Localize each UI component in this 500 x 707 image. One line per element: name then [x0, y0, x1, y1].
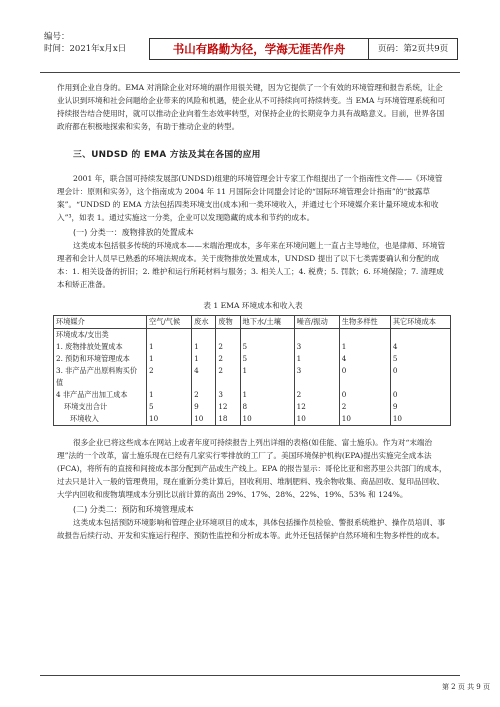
- cell: 5: [242, 342, 248, 351]
- table-row-labels: [54, 329, 147, 426]
- paragraph-after-table: 很多企业已将这些成本在网站上或者年度可持续报告上列出详细的表格(如佳能、富士施乐)。作为对“末端治理”法的一个改革，富士施乐现在已经有几家实行零排放的工厂了。美国环境保护机构(EPA)提出实施完全成本法(FCA)，将所有的直接和间接成本部分配到产品或生产线上。EPA 的报告显示：哥伦比亚和密苏里公共部门的成本，过去只是计入一般的管理费用，现在重新分类计算后，回收利用、堆制肥料、残余物收集、商品回收、复印品回收、大学内回收和废物填埋成本分别比以前计算的高出 29%、17%、28%、22%、19%、53% 和 124%。: [57, 438, 447, 499]
- cell: 2: [218, 342, 223, 351]
- paragraph-intro: 2001 年，联合国可持续发展部(UNDSD)组建的环境管理会计专家工作组提出了一个指南性文件——《环境管理会计：原则和实务》，这个指南成为 2004 年 11 月国际会计同盟会讨论的“国际环境管理会计指南”的“披露草案”。“UNDSD 的 EMA 方法包括四类环境支出(成本)和一类环境收入，并通过七个环境媒介来计量环境成本和收入”³，如表 1。通过实施这一分类，企业可以发现隐藏的成本和节约的成本。: [57, 174, 443, 222]
- table-header-cell: 废水: [192, 316, 216, 329]
- cell: 10: [194, 414, 204, 423]
- cell: 5: [149, 402, 154, 411]
- table-header-row: [54, 316, 451, 329]
- cell: 10: [341, 414, 351, 423]
- cell: 3: [296, 366, 302, 375]
- cell: 9: [392, 402, 398, 411]
- cell: 0: [341, 390, 347, 399]
- cell: 10: [296, 414, 306, 423]
- row-label: 3. 非产品产出原料购买价值: [56, 366, 138, 387]
- table-col-values: [147, 329, 192, 426]
- table-header-cell: 其它环境成本: [390, 316, 450, 329]
- cell: 2: [218, 366, 223, 375]
- ema-table: [53, 315, 451, 426]
- cell: 4: [341, 354, 347, 363]
- cell: 1: [341, 342, 347, 351]
- cell: 1: [296, 354, 302, 363]
- row-label: 4 非产品产出加工成本: [56, 390, 128, 399]
- subsection-text-2: 这类成本包括预防环境影响和管理企业环境项目的成本，具体包括操作员检验、警报系统维护、操作员培训、事故报告后续行动、开发和实施运行程序、预防性监控和分析成本等。此外还包括保护自然环境和生物多样性的成本。: [57, 518, 446, 540]
- cell: 10: [392, 414, 403, 423]
- table-body-block: [54, 329, 451, 426]
- cell: 1: [194, 354, 199, 363]
- page-footer: 第 2 页 共 9 页: [441, 683, 490, 691]
- doc-number-label: 编号：: [44, 32, 70, 42]
- table-col-values: [240, 329, 294, 426]
- row-label: 2. 预防和环境管理成本: [56, 354, 130, 363]
- subsection-heading-2: (二) 分类二：预防和环境管理成本: [73, 505, 194, 514]
- cell: 0: [341, 366, 347, 375]
- cell: 5: [392, 354, 398, 363]
- cell: 0: [392, 390, 398, 399]
- cell: 10: [149, 414, 159, 423]
- cell: 2: [218, 354, 223, 363]
- cell: 4: [392, 342, 398, 351]
- subsection-text-1: 这类成本包括很多传统的环境成本——末端治理成本，多年来在环境问题上一直占主导地位，也是律师、环境管理者和会计人员早已熟悉的环境法规成本。关于废物排放处置成本，UNDSD 提出了以下七类需要确认和分配的成本：1. 相关设备的折旧；2. 维护和运行所耗材料与服务；3. 相关人工；4. 税费；5. 罚款；6. 环境保险；7. 清理成本和矫正准备。: [57, 241, 446, 289]
- cell: 2: [296, 390, 302, 399]
- paragraph-top: 作用到企业自身的。EMA 对消除企业对环境的副作用很关键，因为它提供了一个有效的环境管理和报告系统，让企业认识到环境和社会问题给企业带来的风险和机遇，使企业从不可持续向可持续转变。当 EMA 与环境管理系统和可持续报告结合使用时，就可以推动企业向着生态效率转型，对保持企业的长期竞争力具有战略意义。目前，世界各国政府都在积极地探索和实务，有助于推动企业的转型。: [57, 83, 446, 131]
- cell: 12: [296, 402, 306, 411]
- cell: 4: [194, 366, 199, 375]
- cell: 2: [341, 402, 347, 411]
- table-col-values: [216, 329, 240, 426]
- document-body: [57, 81, 449, 542]
- footer-divider: [40, 675, 460, 676]
- cell: 1: [149, 354, 154, 363]
- row-label: 环境成本/支出类: [56, 330, 109, 339]
- cell: 1: [149, 342, 154, 351]
- table-col-values: [294, 329, 339, 426]
- cell: 1: [149, 390, 154, 399]
- table-header-cell: 废物: [216, 316, 240, 329]
- cell: 1: [194, 342, 199, 351]
- cell: 12: [218, 402, 228, 411]
- table-col-values: [390, 329, 450, 426]
- page-header: [0, 30, 500, 74]
- table-col-values: [192, 329, 216, 426]
- cell: 0: [392, 366, 398, 375]
- cell: 3: [296, 342, 302, 351]
- header-divider: [40, 72, 460, 73]
- cell: 8: [242, 402, 248, 411]
- doc-time-label: 时间：2021年x月x日: [44, 44, 127, 54]
- cell: 5: [242, 354, 248, 363]
- table-caption: 表 1 EMA 环境成本和收入表: [203, 301, 303, 310]
- cell: 1: [242, 366, 248, 375]
- header-page-number: 页码：第2页共9页: [368, 38, 458, 60]
- cell: 1: [242, 390, 248, 399]
- table-header-cell: 生物多样性: [339, 316, 390, 329]
- table-header-cell: 空气/气候: [147, 316, 192, 329]
- row-label: 1. 废物排放处置成本: [56, 342, 123, 351]
- cell: 2: [149, 366, 154, 375]
- table-header-cell: 噪音/振动: [294, 316, 339, 329]
- row-label: 环境收入: [70, 414, 99, 423]
- header-motto: 书山有路勤为径，学海无涯苦作舟: [149, 38, 369, 60]
- table-col-values: [339, 329, 390, 426]
- table-header-cell: 地下水/土壤: [240, 316, 294, 329]
- cell: 10: [242, 414, 252, 423]
- table-header-cell: 环境媒介: [54, 316, 147, 329]
- row-label: 环境支出合计: [64, 402, 108, 411]
- section-heading: 三、UNDSD 的 EMA 方法及其在各国的应用: [73, 150, 261, 160]
- cell: 18: [218, 414, 228, 423]
- cell: 2: [194, 390, 199, 399]
- subsection-heading-1: (一) 分类一：废物排放的处置成本: [73, 228, 194, 237]
- cell: 9: [194, 402, 199, 411]
- cell: 3: [218, 390, 223, 399]
